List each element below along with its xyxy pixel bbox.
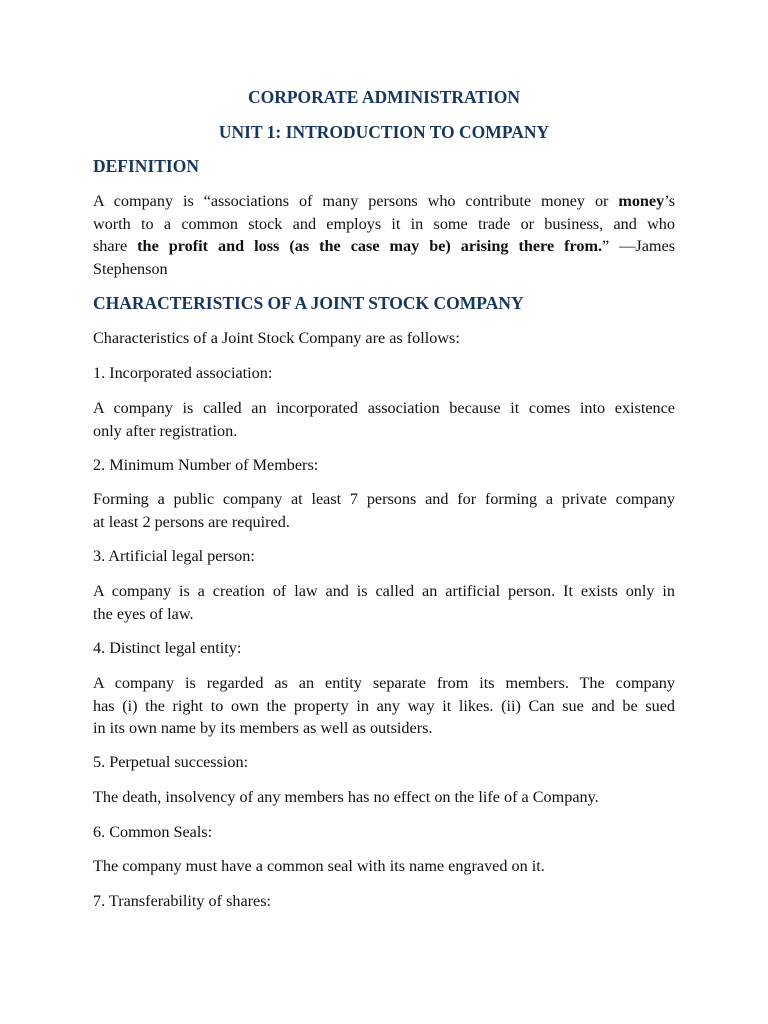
item-label-4: 4. Distinct legal entity: bbox=[93, 639, 242, 657]
characteristics-intro: Characteristics of a Joint Stock Company are as follows: bbox=[93, 329, 460, 347]
document-title: CORPORATE ADMINISTRATION bbox=[247, 87, 521, 107]
definition-paragraph bbox=[93, 190, 675, 281]
item-text-5: The death, insolvency of any members has no effect on the life of a Company. bbox=[93, 788, 599, 806]
item-text-4: A company is regarded as an entity separate from its members. The company has (i) the right to own the property in any way it likes. (ii) Can sue and be sued in its own name by its members as well as outsiders. bbox=[93, 674, 675, 738]
definition-line-1: A company is “associations of many persons who contribute money or money’s bbox=[93, 192, 675, 210]
characteristics-heading: CHARACTERISTICS OF A JOINT STOCK COMPANY bbox=[93, 293, 524, 313]
definition-heading: DEFINITION bbox=[93, 156, 199, 176]
item-label-5: 5. Perpetual succession: bbox=[93, 753, 249, 771]
unit-title: UNIT 1: INTRODUCTION TO COMPANY bbox=[218, 122, 550, 142]
item-text-2: Forming a public company at least 7 persons and for forming a private company at least 2 persons are required. bbox=[93, 490, 675, 531]
item-text-3: A company is a creation of law and is called an artificial person. It exists only in the eyes of law. bbox=[93, 582, 675, 623]
item-label-6: 6. Common Seals: bbox=[93, 823, 213, 841]
item-label-7: 7. Transferability of shares: bbox=[93, 892, 272, 910]
definition-line-2: worth to a common stock and employs it in some trade or business, and who bbox=[93, 214, 675, 233]
item-label-2: 2. Minimum Number of Members: bbox=[93, 456, 319, 474]
definition-line-4: Stephenson bbox=[93, 260, 168, 279]
item-label-1: 1. Incorporated association: bbox=[93, 364, 273, 382]
definition-line-3: share the profit and loss (as the case may be) arising there from.” —James bbox=[93, 237, 675, 256]
item-text-6: The company must have a common seal with its name engraved on it. bbox=[93, 857, 545, 875]
item-text-1: A company is called an incorporated association because it comes into existence only after registration. bbox=[93, 399, 675, 440]
item-label-3: 3. Artificial legal person: bbox=[93, 547, 255, 565]
